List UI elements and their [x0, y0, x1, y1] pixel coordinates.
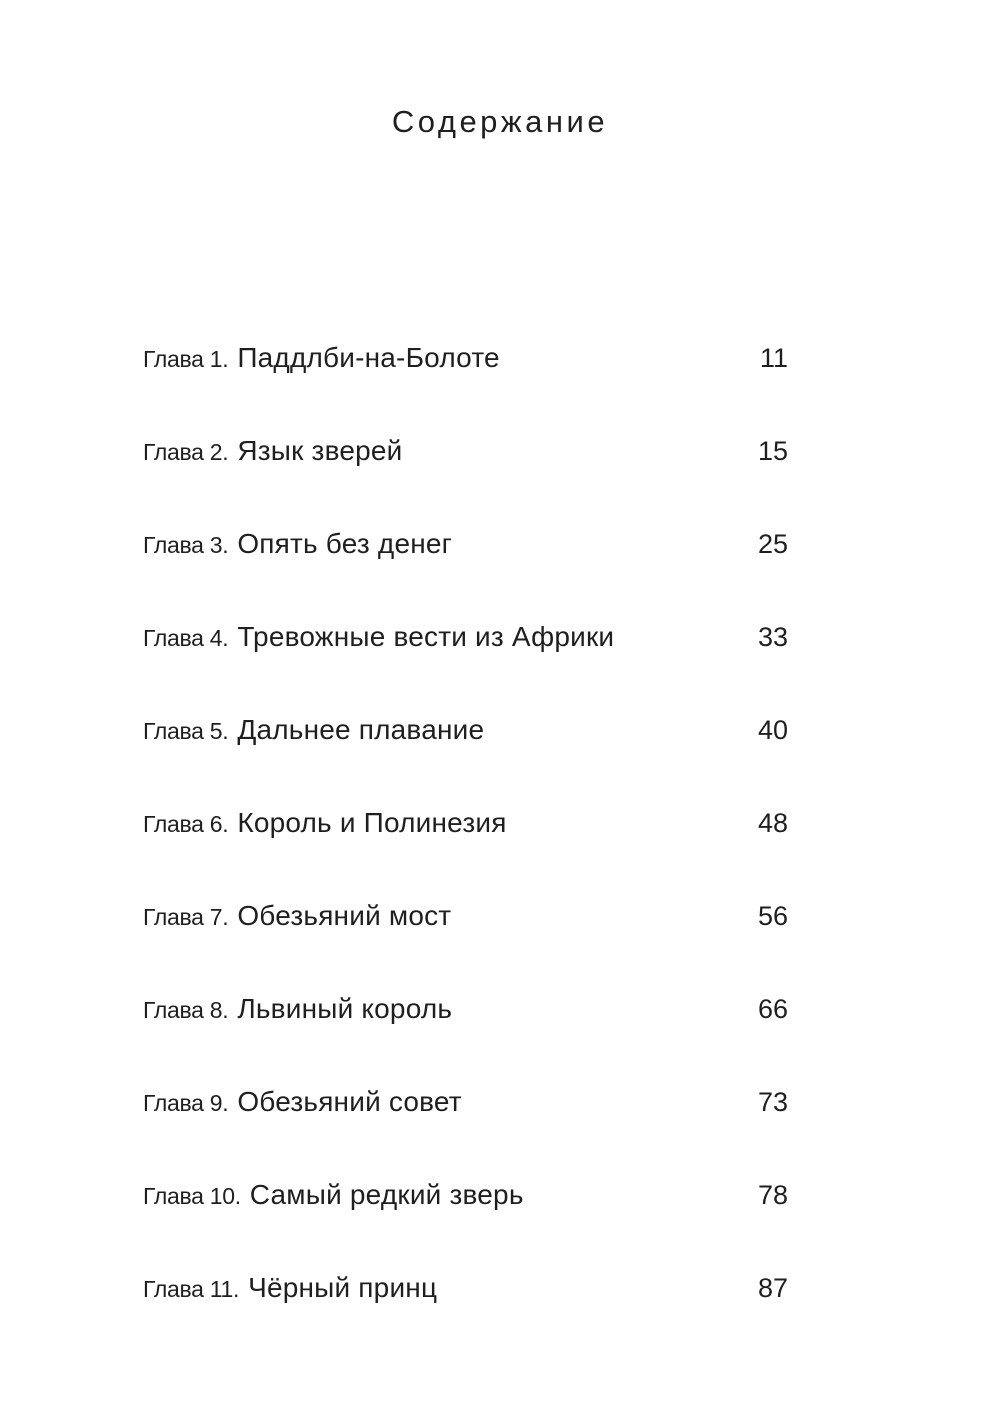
toc-entry[interactable]: [143, 989, 788, 1029]
page-number: 56: [757, 901, 788, 931]
toc-entry[interactable]: [143, 803, 788, 843]
chapter-title: Обезьяний мост: [237, 900, 452, 931]
toc-entry[interactable]: [143, 617, 788, 657]
chapter-title: Самый редкий зверь: [249, 1179, 524, 1210]
chapter-prefix: Глава 2.: [143, 439, 229, 465]
chapter-title: Язык зверей: [237, 435, 403, 466]
page-number: 48: [757, 808, 788, 838]
toc-entry[interactable]: [143, 338, 788, 378]
chapter-prefix: Глава 8.: [143, 997, 229, 1023]
page-number: 15: [757, 436, 788, 466]
chapter-prefix: Глава 1.: [143, 346, 229, 372]
chapter-title: Король и Полинезия: [237, 807, 507, 838]
page-number: 25: [757, 529, 788, 559]
toc-entry[interactable]: [143, 1268, 788, 1308]
page-number: 87: [757, 1273, 788, 1303]
chapter-prefix: Глава 3.: [143, 532, 229, 558]
page-number: 78: [757, 1180, 788, 1210]
chapter-prefix: Глава 10.: [143, 1183, 241, 1209]
chapter-prefix: Глава 5.: [143, 718, 229, 744]
toc-entry[interactable]: [143, 710, 788, 750]
chapter-title: Обезьяний совет: [237, 1086, 462, 1117]
chapter-prefix: Глава 11.: [143, 1276, 240, 1302]
toc-entry[interactable]: [143, 524, 788, 564]
chapter-title: Тревожные вести из Африки: [237, 621, 615, 652]
chapter-title: Львиный король: [237, 993, 453, 1024]
page-number: 66: [757, 994, 788, 1024]
page-number: 33: [757, 622, 788, 652]
toc-entry[interactable]: [143, 1082, 788, 1122]
chapter-title: Дальнее плавание: [237, 714, 485, 745]
chapter-prefix: Глава 7.: [143, 904, 229, 930]
page-number: 73: [757, 1087, 788, 1117]
chapter-title: Паддлби-на-Болоте: [237, 342, 500, 373]
chapter-prefix: Глава 9.: [143, 1090, 229, 1116]
page-title: Содержание: [391, 104, 609, 139]
chapter-title: Чёрный принц: [248, 1272, 438, 1303]
toc-entry[interactable]: [143, 896, 788, 936]
page-number: 11: [759, 343, 788, 373]
page-number: 40: [757, 715, 788, 745]
toc-entry[interactable]: [143, 431, 788, 471]
chapter-title: Опять без денег: [237, 528, 453, 559]
toc-entry[interactable]: [143, 1175, 788, 1215]
chapter-prefix: Глава 6.: [143, 811, 229, 837]
chapter-prefix: Глава 4.: [143, 625, 229, 651]
toc-list: [143, 338, 788, 1308]
